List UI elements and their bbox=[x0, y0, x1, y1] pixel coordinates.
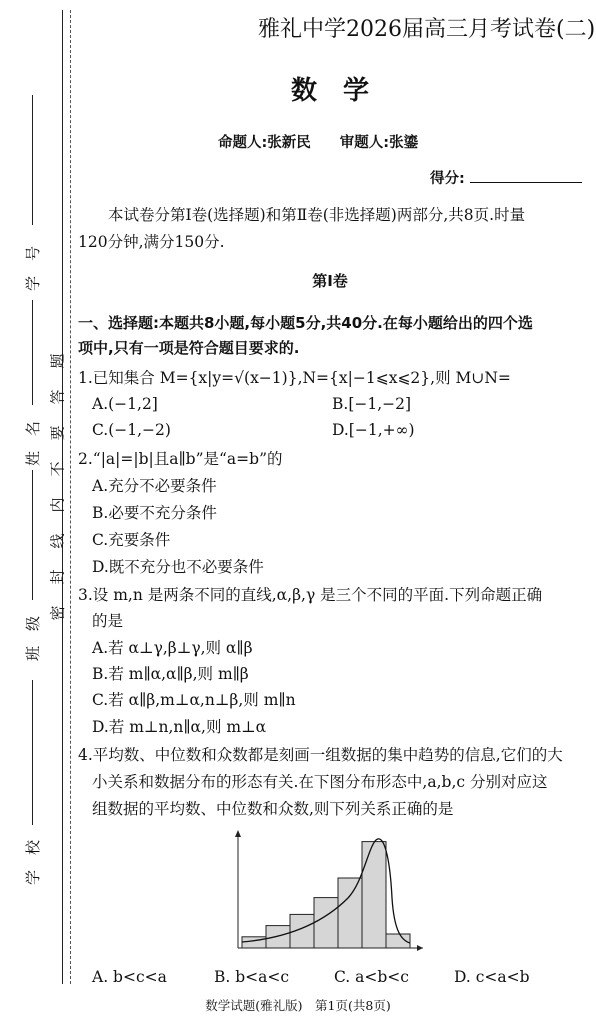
q4-option-d[interactable]: D. c<a<b bbox=[454, 968, 530, 986]
q3-option-c[interactable]: C.若 α∥β,m⊥α,n⊥β,则 m∥n bbox=[92, 691, 296, 709]
histogram-bar bbox=[266, 926, 290, 948]
q1-option-d[interactable]: D.[−1,+∞) bbox=[332, 421, 415, 439]
student-id-label: 学 号 bbox=[24, 245, 43, 292]
binding-dashed-line bbox=[70, 10, 71, 984]
score-label: 得分: bbox=[430, 171, 465, 187]
histogram-bar bbox=[242, 937, 266, 948]
q1-stem: 1.已知集合 M={x|y=√(x−1)},N={x|−1⩽x⩽2},则 M∪N= bbox=[78, 369, 511, 387]
name-blank[interactable] bbox=[32, 300, 33, 405]
authors-line: 命题人:张新民 审题人:张鎏 bbox=[218, 135, 419, 151]
q1-option-c[interactable]: C.(−1,−2) bbox=[92, 421, 171, 439]
q2-option-c[interactable]: C.充要条件 bbox=[92, 531, 171, 549]
intro-line-2: 120分钟,满分150分. bbox=[78, 233, 225, 251]
score-blank[interactable] bbox=[470, 182, 582, 183]
q3-stem-line-2: 的是 bbox=[92, 612, 124, 630]
q3-option-b[interactable]: B.若 m∥α,α∥β,则 m∥β bbox=[92, 665, 249, 683]
q3-option-d[interactable]: D.若 m⊥n,n∥α,则 m⊥α bbox=[92, 718, 267, 736]
q3-option-a[interactable]: A.若 α⊥γ,β⊥γ,则 α∥β bbox=[92, 639, 253, 657]
class-blank[interactable] bbox=[32, 470, 33, 600]
class-label: 班 级 bbox=[24, 615, 43, 662]
page-footer: 数学试题(雅礼版) 第1页(共8页) bbox=[205, 998, 391, 1013]
distribution-figure bbox=[228, 828, 428, 958]
q4-stem-line-2: 小关系和数据分布的形态有关.在下图分布形态中,a,b,c 分别对应这 bbox=[92, 773, 548, 791]
seal-warning-text: 密 封 线 内 不 要 答 题 bbox=[48, 350, 67, 621]
subject-title: 数 学 bbox=[290, 76, 369, 106]
q1-option-b[interactable]: B.[−1,−2] bbox=[332, 395, 412, 413]
q1-option-a[interactable]: A.(−1,2] bbox=[92, 395, 158, 413]
q2-option-b[interactable]: B.必要不充分条件 bbox=[92, 504, 217, 522]
q2-option-d[interactable]: D.既不充分也不必要条件 bbox=[92, 558, 264, 576]
part1-line-1: 一、选择题:本题共8小题,每小题5分,共40分.在每小题给出的四个选 bbox=[78, 314, 533, 332]
school-blank[interactable] bbox=[32, 680, 33, 825]
histogram-bar bbox=[362, 842, 386, 948]
q2-option-a[interactable]: A.充分不必要条件 bbox=[92, 477, 217, 495]
q2-stem: 2.“|a|=|b|且a∥b”是“a=b”的 bbox=[78, 450, 283, 468]
school-label: 学 校 bbox=[24, 839, 43, 886]
exam-title: 雅礼中学2026届高三月考试卷(二) bbox=[258, 17, 596, 42]
y-axis-arrow-icon bbox=[235, 830, 241, 837]
section-title: 第Ⅰ卷 bbox=[312, 272, 348, 290]
student-id-blank[interactable] bbox=[32, 95, 33, 225]
part1-line-2: 项中,只有一项是符合题目要求的. bbox=[78, 339, 300, 357]
q4-option-b[interactable]: B. b<a<c bbox=[214, 968, 290, 986]
q4-option-c[interactable]: C. a<b<c bbox=[334, 968, 409, 986]
x-axis-arrow-icon bbox=[417, 945, 423, 951]
histogram-bar bbox=[314, 898, 338, 948]
name-label: 姓 名 bbox=[24, 420, 43, 467]
intro-line-1: 本试卷分第Ⅰ卷(选择题)和第Ⅱ卷(非选择题)两部分,共8页.时量 bbox=[108, 206, 526, 224]
q4-option-a[interactable]: A. b<c<a bbox=[92, 968, 167, 986]
q3-stem-line-1: 3.设 m,n 是两条不同的直线,α,β,γ 是三个不同的平面.下列命题正确 bbox=[78, 586, 543, 604]
histogram-bar bbox=[338, 878, 362, 948]
q4-stem-line-1: 4.平均数、中位数和众数都是刻画一组数据的集中趋势的信息,它们的大 bbox=[78, 746, 563, 764]
q4-stem-line-3: 组数据的平均数、中位数和众数,则下列关系正确的是 bbox=[92, 800, 454, 818]
